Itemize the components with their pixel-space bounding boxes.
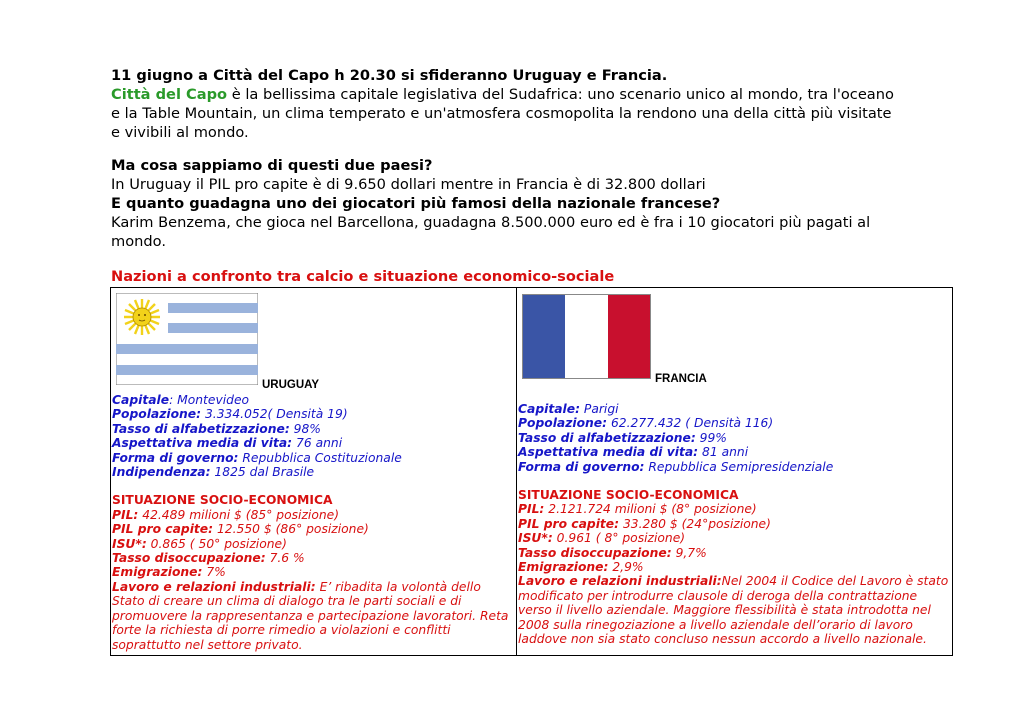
france-fact: Aspettativa media di vita: 81 anni bbox=[518, 445, 749, 460]
uruguay-socio-item: PIL pro capite: 12.550 $ (86° posizione) bbox=[112, 522, 369, 537]
uruguay-socio bbox=[112, 493, 512, 651]
intro-heading: 11 giugno a Città del Capo h 20.30 si sfideranno Uruguay e Francia. bbox=[111, 67, 668, 84]
intro-block bbox=[111, 66, 901, 251]
uruguay-facts bbox=[112, 393, 512, 479]
france-socio-item: PIL: 2.121.724 milioni $ (8° posizione) bbox=[518, 502, 757, 517]
france-socio-item: Lavoro e relazioni industriali:Nel 2004 il Codice del Lavoro è stato modificato per introdurre clausole di deroga della contrattazione verso il livello aziendale. Maggiore flessibilità è stata introdotta nel 2008 sulla rinegoziazione a livello aziendale dell’orario di lavoro laddove non sia stato concluso nessun accordo a livello nazionale. bbox=[518, 574, 949, 647]
france-socio-title: SITUAZIONE SOCIO-ECONOMICA bbox=[518, 488, 739, 503]
france-fact: Capitale: Parigi bbox=[518, 402, 619, 416]
france-cell bbox=[517, 288, 953, 656]
question-1: Ma cosa sappiamo di questi due paesi? bbox=[111, 157, 433, 174]
france-name: FRANCIA bbox=[655, 373, 707, 385]
uruguay-name: URUGUAY bbox=[262, 379, 320, 391]
uruguay-socio-item: Emigrazione: 7% bbox=[112, 565, 226, 580]
question-2: E quanto guadagna uno dei giocatori più famosi della nazionale francese? bbox=[111, 195, 721, 212]
france-fact: Tasso di alfabetizzazione: 99% bbox=[518, 430, 727, 445]
uruguay-flag-icon bbox=[116, 293, 258, 385]
uruguay-cell bbox=[111, 288, 517, 656]
uruguay-socio-item: ISU*: 0.865 ( 50° posizione) bbox=[112, 536, 287, 551]
comparison-table bbox=[110, 287, 953, 656]
city-text: è la bellissima capitale legislativa del Sudafrica: uno scenario unico al mondo, tra l'oceano e la Table Mountain, un clima temperato e un'atmosfera cosmopolita la rendono una della città più visitate e vivibili al mondo. bbox=[111, 86, 894, 141]
france-socio-item: ISU*: 0.961 ( 8° posizione) bbox=[518, 531, 686, 546]
uruguay-fact: Indipendenza: 1825 dal Brasile bbox=[112, 465, 315, 480]
france-socio-item: Tasso disoccupazione: 9,7% bbox=[518, 545, 707, 560]
uruguay-fact: Forma di governo: Repubblica Costituzionale bbox=[112, 450, 402, 465]
uruguay-socio-item: Lavoro e relazioni industriali: E’ ribadita la volontà dello Stato di creare un clima di dialogo tra le parti sociali e di promuovere la rappresentanza e partecipazione lavoratori. Reta forte la richiesta di porre rimedio a violazioni e conflitti soprattutto nel settore privato. bbox=[112, 579, 509, 652]
uruguay-fact: Tasso di alfabetizzazione: 98% bbox=[112, 421, 321, 436]
france-facts bbox=[518, 402, 952, 474]
france-flag-icon bbox=[522, 294, 651, 379]
france-socio-item: PIL pro capite: 33.280 $ (24°posizione) bbox=[518, 516, 771, 531]
uruguay-socio-title: SITUAZIONE SOCIO-ECONOMICA bbox=[112, 493, 333, 508]
city-name: Città del Capo bbox=[111, 86, 228, 103]
france-fact: Popolazione: 62.277.432 ( Densità 116) bbox=[518, 416, 774, 431]
uruguay-socio-item: PIL: 42.489 milioni $ (85° posizione) bbox=[112, 507, 339, 522]
uruguay-socio-item: Tasso disoccupazione: 7.6 % bbox=[112, 551, 305, 566]
answer-2: Karim Benzema, che gioca nel Barcellona, guadagna 8.500.000 euro ed è fra i 10 giocatori più pagati al mondo. bbox=[111, 214, 871, 250]
france-socio bbox=[518, 488, 952, 646]
uruguay-fact: Capitale: Montevideo bbox=[112, 393, 250, 407]
answer-1: In Uruguay il PIL pro capite è di 9.650 dollari mentre in Francia è di 32.800 dollari bbox=[111, 176, 706, 193]
section-title: Nazioni a confronto tra calcio e situazione economico-sociale bbox=[111, 268, 615, 285]
france-fact: Forma di governo: Repubblica Semipresidenziale bbox=[518, 459, 834, 474]
intro-paragraph bbox=[111, 85, 901, 142]
uruguay-fact: Aspettativa media di vita: 76 anni bbox=[112, 436, 343, 451]
uruguay-fact: Popolazione: 3.334.052( Densità 19) bbox=[112, 407, 348, 422]
france-socio-item: Emigrazione: 2,9% bbox=[518, 560, 644, 575]
